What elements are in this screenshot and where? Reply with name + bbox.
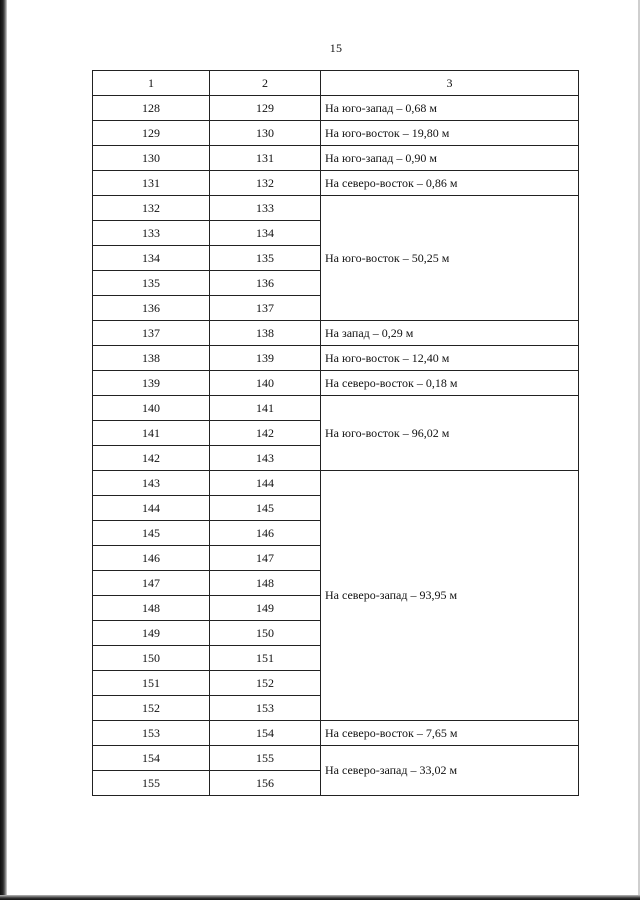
point-from-cell: 155 (93, 771, 210, 796)
point-from-cell: 152 (93, 696, 210, 721)
table-header-row (93, 71, 579, 96)
point-to-cell: 147 (210, 546, 321, 571)
direction-distance-cell: На юго-запад – 0,90 м (321, 146, 579, 171)
point-to-cell: 155 (210, 746, 321, 771)
point-to-cell: 152 (210, 671, 321, 696)
table-row (93, 346, 579, 371)
point-from-cell: 133 (93, 221, 210, 246)
point-to-cell: 144 (210, 471, 321, 496)
direction-distance-cell: На северо-восток – 0,18 м (321, 371, 579, 396)
point-from-cell: 142 (93, 446, 210, 471)
point-from-cell: 147 (93, 571, 210, 596)
direction-distance-cell: На юго-восток – 12,40 м (321, 346, 579, 371)
point-from-cell: 139 (93, 371, 210, 396)
scan-edge-bottom (0, 895, 640, 900)
table-row (93, 371, 579, 396)
table-body (93, 96, 579, 796)
point-to-cell: 138 (210, 321, 321, 346)
point-from-cell: 148 (93, 596, 210, 621)
point-from-cell: 151 (93, 671, 210, 696)
table-row (93, 396, 579, 421)
point-to-cell: 132 (210, 171, 321, 196)
direction-distance-cell: На юго-восток – 19,80 м (321, 121, 579, 146)
page-number: 15 (329, 41, 343, 55)
point-to-cell: 150 (210, 621, 321, 646)
table-row (93, 121, 579, 146)
point-to-cell: 149 (210, 596, 321, 621)
point-to-cell: 154 (210, 721, 321, 746)
point-from-cell: 140 (93, 396, 210, 421)
point-to-cell: 136 (210, 271, 321, 296)
point-from-cell: 154 (93, 746, 210, 771)
point-from-cell: 150 (93, 646, 210, 671)
point-from-cell: 144 (93, 496, 210, 521)
point-from-cell: 141 (93, 421, 210, 446)
point-from-cell: 138 (93, 346, 210, 371)
point-to-cell: 148 (210, 571, 321, 596)
point-to-cell: 146 (210, 521, 321, 546)
point-from-cell: 131 (93, 171, 210, 196)
table-row (93, 746, 579, 771)
direction-distance-cell: На северо-восток – 7,65 м (321, 721, 579, 746)
table-row (93, 321, 579, 346)
point-from-cell: 145 (93, 521, 210, 546)
direction-distance-cell: На северо-восток – 0,86 м (321, 171, 579, 196)
point-to-cell: 156 (210, 771, 321, 796)
direction-distance-cell: На юго-восток – 96,02 м (321, 396, 579, 471)
point-from-cell: 132 (93, 196, 210, 221)
direction-distance-cell: На запад – 0,29 м (321, 321, 579, 346)
header-col-3: 3 (321, 71, 579, 96)
point-to-cell: 133 (210, 196, 321, 221)
direction-distance-cell: На северо-запад – 33,02 м (321, 746, 579, 796)
point-from-cell: 146 (93, 546, 210, 571)
point-from-cell: 135 (93, 271, 210, 296)
point-from-cell: 136 (93, 296, 210, 321)
point-to-cell: 140 (210, 371, 321, 396)
table-row (93, 471, 579, 496)
table-row (93, 96, 579, 121)
point-from-cell: 143 (93, 471, 210, 496)
point-from-cell: 149 (93, 621, 210, 646)
point-from-cell: 128 (93, 96, 210, 121)
point-to-cell: 151 (210, 646, 321, 671)
table-row (93, 721, 579, 746)
header-col-1: 1 (93, 71, 210, 96)
point-to-cell: 134 (210, 221, 321, 246)
table-row (93, 171, 579, 196)
point-to-cell: 139 (210, 346, 321, 371)
point-to-cell: 137 (210, 296, 321, 321)
point-to-cell: 153 (210, 696, 321, 721)
point-to-cell: 129 (210, 96, 321, 121)
point-to-cell: 130 (210, 121, 321, 146)
point-to-cell: 135 (210, 246, 321, 271)
point-from-cell: 129 (93, 121, 210, 146)
direction-distance-cell: На юго-восток – 50,25 м (321, 196, 579, 321)
boundary-points-table (92, 70, 579, 796)
point-to-cell: 145 (210, 496, 321, 521)
direction-distance-cell: На юго-запад – 0,68 м (321, 96, 579, 121)
point-from-cell: 153 (93, 721, 210, 746)
direction-distance-cell: На северо-запад – 93,95 м (321, 471, 579, 721)
point-to-cell: 143 (210, 446, 321, 471)
point-from-cell: 137 (93, 321, 210, 346)
point-from-cell: 134 (93, 246, 210, 271)
scan-edge-left (0, 0, 7, 900)
table-row (93, 146, 579, 171)
point-to-cell: 141 (210, 396, 321, 421)
header-col-2: 2 (210, 71, 321, 96)
point-to-cell: 142 (210, 421, 321, 446)
point-to-cell: 131 (210, 146, 321, 171)
table-row (93, 196, 579, 221)
point-from-cell: 130 (93, 146, 210, 171)
